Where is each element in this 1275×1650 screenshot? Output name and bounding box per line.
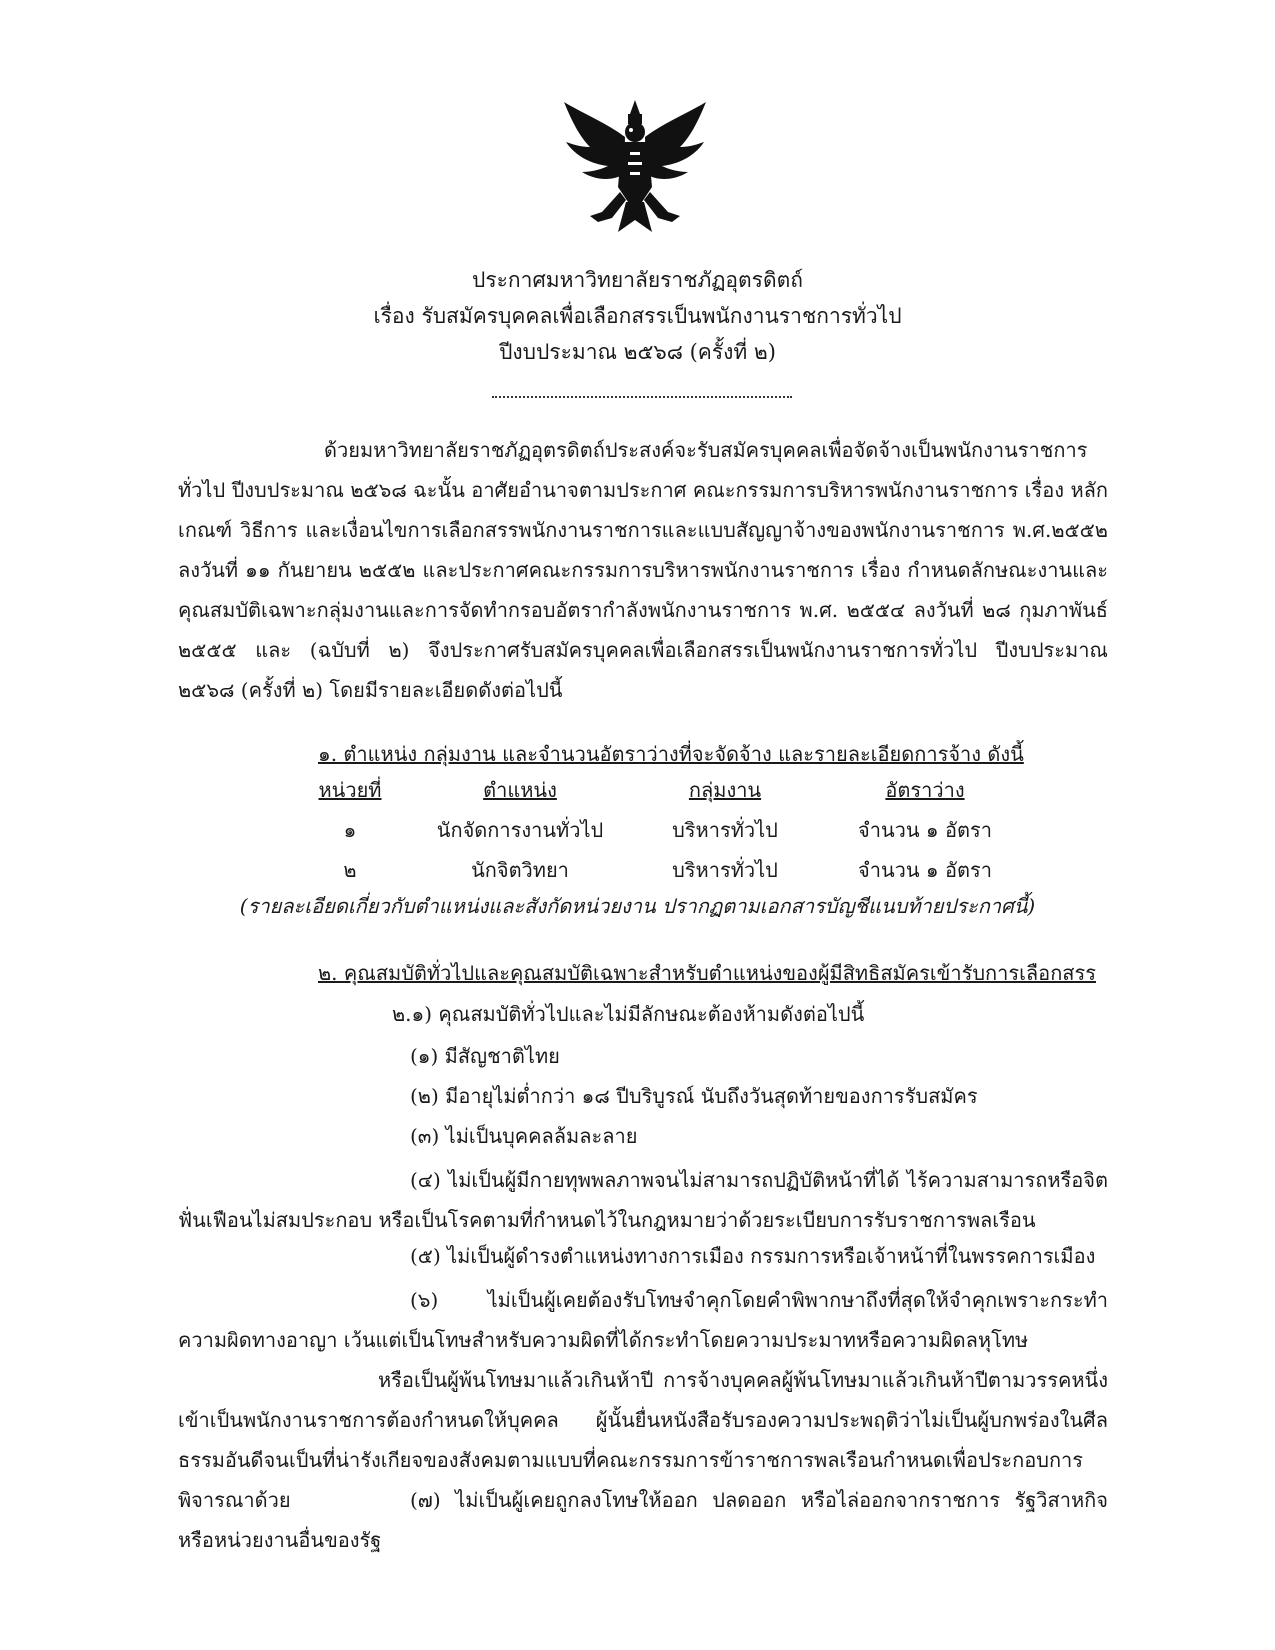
section-1-title: ๑. ตำแหน่ง กลุ่มงาน และจำนวนอัตราว่างที่จะจัดจ้าง และรายละเอียดการจ้าง ดังนี้ xyxy=(318,742,1024,766)
header-vacancy: อัตราว่าง xyxy=(885,778,965,802)
table-note: (รายละเอียดเกี่ยวกับตำแหน่งและสังกัดหน่วยงาน ปรากฏตามเอกสารบัญชีแนบท้ายประกาศนี้) xyxy=(239,894,1036,918)
section-2-title: ๒. คุณสมบัติทั่วไปและคุณสมบัติเฉพาะสำหรับตำแหน่งของผู้มีสิทธิสมัครเข้ารับการเลือกสรร xyxy=(318,961,1096,985)
intro-paragraph xyxy=(178,430,1108,710)
garuda-emblem-icon xyxy=(560,92,710,242)
table-row xyxy=(300,850,1060,890)
announcement-title: ประกาศมหาวิทยาลัยราชภัฏอุตรดิตถ์ xyxy=(472,268,803,292)
table-row xyxy=(300,810,1060,850)
qualification-item: (๓) ไม่เป็นบุคคลล้มละลาย xyxy=(410,1124,638,1148)
qualification-item: (๑) มีสัญชาติไทย xyxy=(410,1044,560,1068)
cell-group: บริหารทั่วไป xyxy=(672,818,778,842)
table-header-row xyxy=(300,770,1060,810)
cell-vacancy: จำนวน ๑ อัตรา xyxy=(858,858,992,882)
cell-vacancy: จำนวน ๑ อัตรา xyxy=(858,818,992,842)
cell-unit: ๑ xyxy=(343,818,357,842)
qualification-item: (๖) ไม่เป็นผู้เคยต้องรับโทษจำคุกโดยคำพิพากษาถึงที่สุดให้จำคุกเพราะกระทำความผิดทางอาญา เว้นแต่เป็นโทษสำหรับความผิดที่ได้กระทำโดยความประมาทหรือความผิดลหุโทษ xyxy=(178,1288,1108,1352)
announcement-subject: เรื่อง รับสมัครบุคคลเพื่อเลือกสรรเป็นพนักงานราชการทั่วไป xyxy=(373,304,902,328)
qualification-item: (๕) ไม่เป็นผู้ดำรงตำแหน่งทางการเมือง กรรมการหรือเจ้าหน้าที่ในพรรคการเมือง xyxy=(410,1244,1096,1268)
subsection-2-1-title: ๒.๑) คุณสมบัติทั่วไปและไม่มีลักษณะต้องห้ามดังต่อไปนี้ xyxy=(392,1002,865,1026)
cell-unit: ๒ xyxy=(343,858,357,882)
qualification-item-block xyxy=(178,1280,1108,1360)
qualification-item-block xyxy=(178,1160,1108,1240)
qualification-item: หรือเป็นผู้พ้นโทษมาแล้วเกินห้าปี การจ้างบุคคลผู้พ้นโทษมาแล้วเกินห้าปีตามวรรคหนึ่งเข้าเป็นพนักงานราชการต้องกำหนดให้บุคคล ผู้นั้นยื่นหนังสือรับรองความประพฤติว่าไม่เป็นผู้บกพร่องในศีลธรรมอันดีจนเป็นที่น่ารังเกียจของสังคมตามแบบที่คณะกรรมการข้าราชการพลเรือนกำหนดเพื่อประกอบการพิจารณาด้วย xyxy=(178,1368,1108,1512)
cell-position: นักจิตวิทยา xyxy=(471,858,569,882)
dotted-divider xyxy=(492,396,792,398)
cell-position: นักจัดการงานทั่วไป xyxy=(436,818,604,842)
qualification-item: (๗) ไม่เป็นผู้เคยถูกลงโทษให้ออก ปลดออก หรือไล่ออกจากราชการ รัฐวิสาหกิจหรือหน่วยงานอื่นของรัฐ xyxy=(178,1488,1108,1552)
qualification-item-block xyxy=(178,1480,1108,1560)
header-position: ตำแหน่ง xyxy=(483,778,557,802)
qualification-item: (๒) มีอายุไม่ต่ำกว่า ๑๘ ปีบริบูรณ์ นับถึงวันสุดท้ายของการรับสมัคร xyxy=(410,1084,978,1108)
header-unit: หน่วยที่ xyxy=(318,778,382,802)
header-group: กลุ่มงาน xyxy=(688,778,762,802)
positions-table xyxy=(300,770,1060,890)
intro-text: ด้วยมหาวิทยาลัยราชภัฏอุตรดิตถ์ประสงค์จะรับสมัครบุคคลเพื่อจัดจ้างเป็นพนักงานราชการทั่วไป ปีงบประมาณ ๒๕๖๘ ฉะนั้น อาศัยอำนาจตามประกาศ คณะกรรมการบริหารพนักงานราชการ เรื่อง หลักเกณฑ์ วิธีการ และเงื่อนไขการเลือกสรรพนักงานราชการและแบบสัญญาจ้างของพนักงานราชการ พ.ศ.๒๕๕๒ ลงวันที่ ๑๑ กันยายน ๒๕๕๒ และประกาศคณะกรรมการบริหารพนักงานราชการ เรื่อง กำหนดลักษณะงานและคุณสมบัติเฉพาะกลุ่มงานและการจัดทำกรอบอัตรากำลังพนักงานราชการ พ.ศ. ๒๕๕๔ ลงวันที่ ๒๘ กุมภาพันธ์ ๒๕๕๕ และ (ฉบับที่ ๒) จึงประกาศรับสมัครบุคคลเพื่อเลือกสรรเป็นพนักงานราชการทั่วไป ปีงบประมาณ ๒๕๖๘ (ครั้งที่ ๒) โดยมีรายละเอียดดังต่อไปนี้ xyxy=(178,438,1108,702)
qualification-item: (๔) ไม่เป็นผู้มีกายทุพพลภาพจนไม่สามารถปฏิบัติหน้าที่ได้ ไร้ความสามารถหรือจิตฟั่นเฟือนไม่สมประกอบ หรือเป็นโรคตามที่กำหนดไว้ในกฎหมายว่าด้วยระเบียบการรับราชการพลเรือน xyxy=(178,1168,1108,1232)
cell-group: บริหารทั่วไป xyxy=(672,858,778,882)
announcement-fiscal-year: ปีงบประมาณ ๒๕๖๘ (ครั้งที่ ๒) xyxy=(499,340,776,364)
